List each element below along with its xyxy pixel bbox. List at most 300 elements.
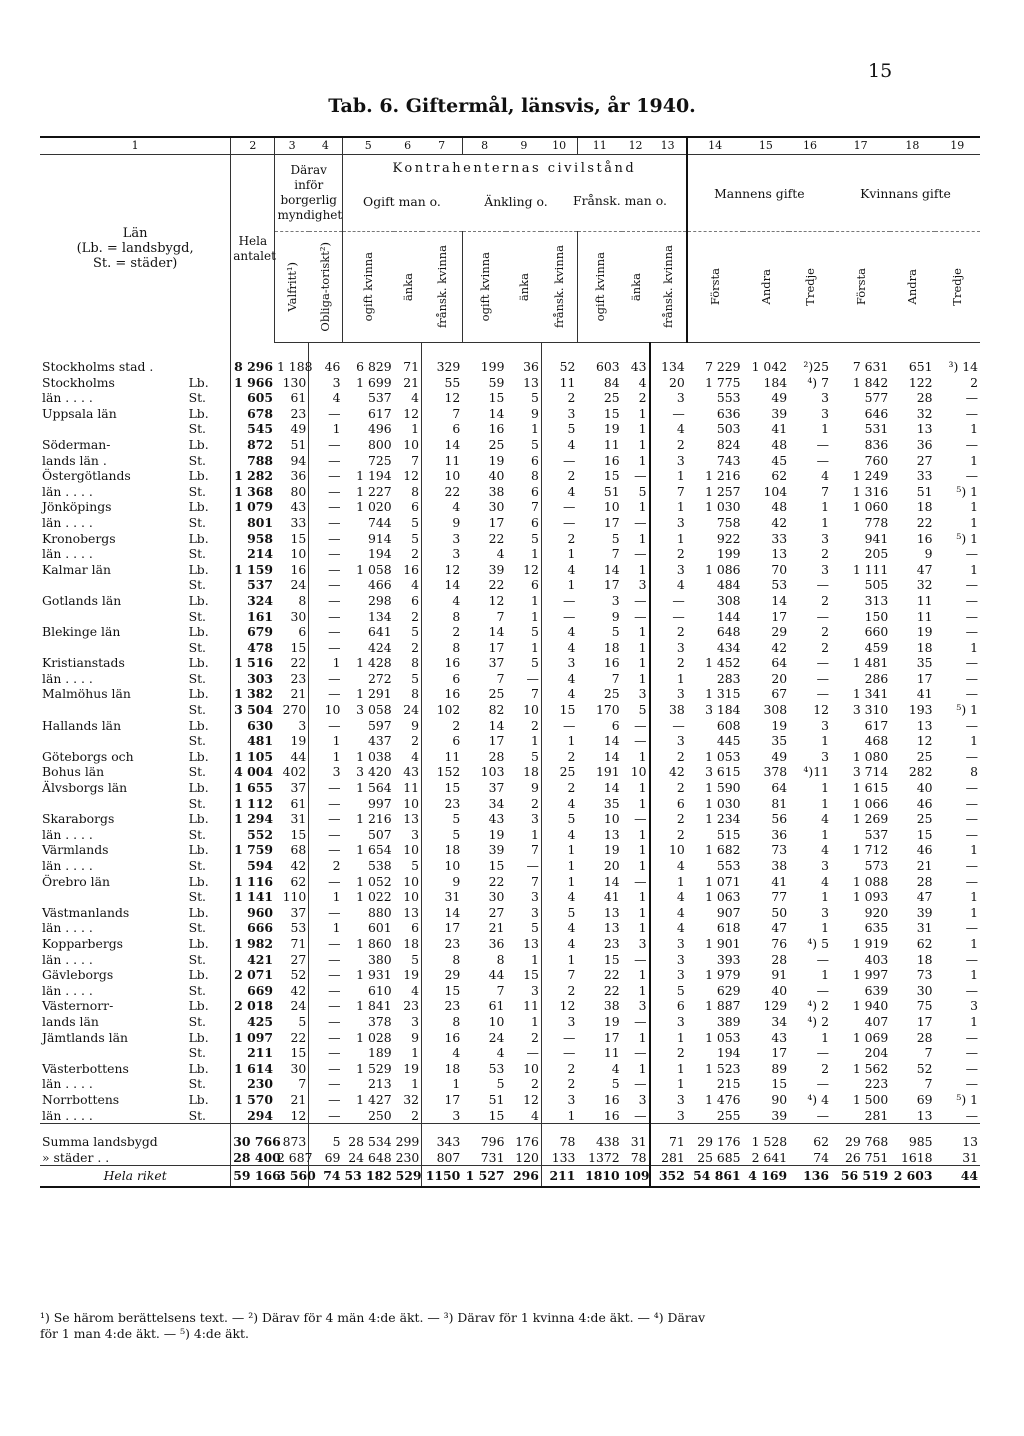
table-cell: 189	[367, 1045, 392, 1061]
table-cell: —	[816, 686, 829, 702]
table-cell: —	[965, 436, 978, 452]
table-cell: —	[816, 655, 829, 671]
table-cell: 91	[771, 967, 788, 983]
table-cell: 5	[530, 436, 539, 452]
table-cell: 39	[488, 561, 505, 577]
table-cell: —	[965, 780, 978, 796]
table-cell: 4	[422, 1045, 463, 1061]
table-cell: 1	[638, 858, 647, 873]
table-cell: 199	[480, 359, 505, 374]
table-cell: 1	[821, 733, 829, 749]
table-cell: 41	[916, 686, 933, 702]
table-cell: 1 382	[231, 686, 275, 702]
table-cell: 573	[864, 858, 889, 873]
table-cell: 73	[771, 842, 788, 858]
table-cell: 15	[290, 1045, 307, 1061]
table-cell: 30	[488, 889, 505, 905]
table-cell: 8	[422, 952, 463, 968]
table-cell: 3	[530, 889, 539, 905]
table-cell: 110	[282, 889, 307, 905]
header-ogift-kvinna: ogift kvinna	[361, 252, 376, 322]
table-cell: —	[965, 951, 978, 967]
row-sublabel: St.	[188, 483, 206, 499]
table-cell: 1	[970, 561, 978, 577]
table-cell: 1	[638, 670, 647, 686]
table-cell: 10	[603, 499, 620, 515]
table-cell: —	[541, 515, 577, 531]
table-cell: 22	[488, 577, 505, 593]
table-cell: 1	[530, 546, 539, 562]
table-cell: 478	[231, 640, 275, 656]
table-cell: 3	[650, 562, 687, 578]
table-cell: 29 768	[831, 1124, 890, 1150]
col-number: 17	[853, 139, 868, 153]
table-row	[40, 1061, 980, 1077]
table-cell: 15	[603, 468, 620, 484]
table-cell: 14	[603, 748, 620, 764]
table-cell: 1	[650, 531, 687, 547]
table-row	[40, 343, 980, 375]
table-cell: 28	[916, 1029, 933, 1045]
table-cell: 1 111	[852, 561, 889, 577]
col-number: 18	[905, 139, 920, 153]
table-cell: ⁵) 1	[956, 483, 978, 499]
table-cell: 4	[650, 889, 687, 905]
table-cell: 17	[603, 514, 620, 530]
table-cell: 2	[411, 1107, 420, 1123]
table-cell: 1	[638, 795, 647, 811]
table-row	[40, 515, 980, 531]
table-cell: 62	[789, 1124, 831, 1150]
table-cell: 43	[290, 499, 307, 515]
table-cell: 4	[650, 920, 687, 936]
table-cell: 1	[530, 733, 539, 749]
table-cell: 21	[403, 374, 420, 390]
table-cell: 914	[367, 530, 392, 546]
table-cell: 743	[716, 452, 741, 468]
row-sublabel: Lb.	[188, 405, 209, 421]
table-cell: 4	[541, 624, 577, 640]
row-label: län . . . .	[42, 982, 93, 998]
row-sublabel: St.	[188, 670, 206, 686]
table-row	[40, 1124, 980, 1150]
table-cell: 23	[422, 936, 463, 952]
table-row	[40, 749, 980, 765]
row-sublabel: St.	[188, 858, 206, 873]
table-cell: 19	[488, 452, 505, 468]
table-cell: —	[309, 905, 343, 921]
table-cell: 1 294	[231, 811, 275, 827]
table-cell: 1618	[900, 1149, 933, 1165]
table-cell: 11	[403, 780, 420, 796]
table-cell: 1	[541, 1108, 577, 1124]
table-cell: —	[309, 562, 343, 578]
table-cell: 25	[488, 686, 505, 702]
table-row	[40, 889, 980, 905]
table-cell: 3	[821, 748, 829, 764]
row-label: Östergötlands	[42, 468, 131, 484]
table-cell: 194	[716, 1045, 741, 1061]
table-cell: —	[816, 608, 829, 624]
table-cell: 617	[864, 717, 889, 733]
table-cell: 39	[771, 405, 788, 421]
table-cell: 40	[771, 982, 788, 998]
table-cell: 648	[716, 624, 741, 640]
table-cell: 38	[771, 858, 788, 873]
table-cell: 29	[771, 624, 788, 640]
table-cell: 62	[771, 468, 788, 484]
table-cell: 136	[789, 1166, 831, 1187]
table-cell: 31	[290, 811, 307, 827]
table-cell: 1 282	[231, 468, 275, 484]
header-anka: änka	[400, 272, 415, 302]
table-cell: 10	[523, 1060, 539, 1076]
table-row	[40, 375, 980, 391]
table-cell: 3 560	[275, 1166, 309, 1187]
table-cell: 1	[638, 842, 647, 858]
table-cell: 42	[290, 858, 307, 873]
table-cell: 1	[638, 655, 647, 671]
table-cell: 4	[541, 562, 577, 578]
row-label: län . . . .	[42, 390, 93, 406]
table-cell: 2	[541, 390, 577, 406]
row-sublabel: St.	[188, 390, 206, 406]
header-hela-antalet: Hela antalet	[233, 233, 276, 263]
table-cell: 19	[290, 733, 307, 749]
table-cell: 1	[638, 639, 647, 655]
table-cell: 4	[638, 374, 647, 390]
table-cell: 324	[231, 593, 275, 609]
table-cell: 3	[530, 904, 539, 920]
table-cell: 788	[231, 453, 275, 469]
table-cell: —	[309, 531, 343, 547]
table-cell: 2	[530, 795, 539, 811]
table-cell: 3	[422, 546, 463, 562]
col-number: 14	[708, 139, 723, 153]
table-row	[40, 1092, 980, 1108]
table-cell: 23	[422, 796, 463, 812]
table-cell: 6	[650, 998, 687, 1014]
header-anka: änka	[516, 272, 531, 302]
header-andra: Andra	[758, 269, 773, 305]
table-cell: —	[309, 499, 343, 515]
table-cell: —	[965, 686, 978, 702]
col-number: 11	[592, 139, 607, 153]
table-cell: 603	[595, 359, 620, 374]
table-cell: 47	[771, 920, 788, 936]
table-cell: 1 249	[852, 468, 889, 484]
table-cell: 4	[821, 842, 829, 858]
table-cell: 24	[290, 998, 307, 1014]
table-cell: 4	[422, 593, 463, 609]
table-cell: 199	[716, 546, 741, 562]
table-cell: 193	[908, 702, 933, 718]
table-cell: 20	[603, 858, 620, 873]
table-cell: 7	[530, 686, 539, 702]
table-cell: 37	[290, 780, 307, 796]
table-cell: 4	[309, 390, 343, 406]
table-cell: 1	[650, 874, 687, 890]
table-cell: 14	[488, 717, 505, 733]
table-cell: 2	[541, 1076, 577, 1092]
table-cell: —	[816, 577, 829, 593]
table-cell: 3	[650, 733, 687, 749]
table-cell: 13	[523, 935, 539, 951]
table-cell: 1	[638, 624, 647, 640]
table-cell: 11	[422, 453, 463, 469]
table-cell: 50	[771, 904, 788, 920]
row-sublabel: Lb.	[188, 780, 209, 796]
table-cell: 1 216	[705, 468, 741, 484]
table-cell: 1 527	[462, 1166, 506, 1187]
table-row	[40, 733, 980, 749]
table-cell: 4	[541, 889, 577, 905]
table-cell: 3	[650, 640, 687, 656]
table-cell: 78	[630, 1149, 647, 1165]
table-cell: 2 603	[890, 1166, 934, 1187]
table-cell: 2	[650, 827, 687, 843]
table-cell: 7	[821, 483, 829, 499]
row-sublabel: Lb.	[188, 686, 209, 702]
row-sublabel: Lb.	[188, 811, 209, 827]
table-cell: 14	[488, 405, 505, 421]
table-cell: 610	[367, 982, 392, 998]
table-cell: 4	[650, 905, 687, 921]
row-label: Kalmar län	[42, 561, 111, 577]
table-cell: 1	[650, 499, 687, 515]
table-cell: —	[309, 640, 343, 656]
table-cell: 6	[411, 592, 420, 608]
table-cell: 7	[924, 1076, 933, 1092]
table-cell: 4	[541, 640, 577, 656]
table-row	[40, 1030, 980, 1046]
table-cell: —	[309, 811, 343, 827]
table-cell: 44	[488, 967, 505, 983]
row-label: Västmanlands	[42, 904, 130, 920]
table-cell: 1 590	[705, 780, 741, 796]
table-cell: 12	[813, 702, 829, 718]
table-cell: 1 476	[705, 1091, 741, 1107]
table-cell: 1 030	[705, 795, 741, 811]
table-cell: 660	[864, 624, 889, 640]
table-cell: 22	[290, 655, 307, 671]
table-cell: 1 341	[852, 686, 889, 702]
table-cell: —	[309, 406, 343, 422]
row-sublabel: Lb.	[188, 967, 209, 983]
table-cell: —	[965, 920, 978, 936]
table-cell: 3	[541, 655, 577, 671]
table-cell: 5	[611, 1076, 620, 1092]
table-cell: 71	[650, 1124, 687, 1150]
table-cell: 4	[650, 577, 687, 593]
table-cell: 17	[603, 1029, 620, 1045]
row-label: Kristianstads	[42, 655, 125, 671]
header-darav: Därav inför borgerlig myndighet	[277, 163, 343, 222]
row-label: Stockholms stad .	[42, 358, 154, 374]
table-cell: 4	[541, 796, 577, 812]
table-cell: 796	[462, 1124, 506, 1150]
table-cell: 16	[603, 1107, 620, 1123]
table-cell: 922	[716, 530, 741, 546]
table-cell: 3	[611, 592, 620, 608]
table-cell: 1 291	[356, 686, 392, 702]
table-cell: 17	[603, 577, 620, 593]
table-cell: —	[965, 577, 978, 593]
table-cell: 3 504	[231, 702, 275, 718]
table-cell: 303	[231, 671, 275, 687]
table-cell: 13	[916, 421, 933, 437]
table-cell: 1	[422, 1076, 463, 1092]
table-cell: 250	[367, 1107, 392, 1123]
table-cell: 59 166	[231, 1166, 275, 1187]
table-cell: 515	[716, 826, 741, 842]
table-row	[40, 577, 980, 593]
col-number: 7	[438, 139, 446, 153]
table-cell: 194	[367, 546, 392, 562]
table-cell: 64	[771, 780, 788, 796]
col-number: 3	[288, 139, 296, 153]
table-cell: 1 020	[356, 499, 392, 515]
table-cell: 466	[367, 577, 392, 593]
row-label: Älvsborgs län	[42, 780, 128, 796]
table-cell: 4	[541, 936, 577, 952]
table-cell: 120	[515, 1149, 539, 1165]
table-cell: 1 982	[231, 936, 275, 952]
table-cell: —	[965, 546, 978, 562]
table-cell: 1	[638, 982, 647, 998]
table-cell: 14	[422, 577, 463, 593]
table-title: Tab. 6. Giftermål, länsvis, år 1940.	[328, 95, 696, 117]
table-row	[40, 998, 980, 1014]
table-cell: 403	[864, 951, 889, 967]
table-cell: 39	[488, 842, 505, 858]
page-number: 15	[868, 60, 893, 82]
table-cell: 8	[496, 951, 505, 967]
table-cell: 8	[422, 1014, 463, 1030]
table-cell: 1	[650, 671, 687, 687]
table-row	[40, 609, 980, 625]
table-cell: 15	[603, 405, 620, 421]
table-cell: 507	[367, 826, 392, 842]
table-cell: 13	[935, 1124, 981, 1150]
table-cell: 7	[496, 608, 505, 624]
table-cell: 28	[771, 951, 788, 967]
table-cell: 402	[282, 764, 307, 780]
row-label: län . . . .	[42, 1076, 93, 1092]
table-cell: 2	[541, 1061, 577, 1077]
header-andra: Andra	[905, 269, 920, 305]
table-cell: —	[634, 1013, 647, 1029]
table-cell: 30	[916, 982, 933, 998]
table-row	[40, 1108, 980, 1124]
table-cell: 56 519	[831, 1166, 890, 1187]
table-cell: 2	[541, 983, 577, 999]
table-cell: —	[965, 811, 978, 827]
row-label: Hallands län	[42, 717, 122, 733]
table-cell: 1	[638, 405, 647, 421]
table-cell: 1 188	[276, 359, 313, 374]
table-cell: 2	[650, 546, 687, 562]
table-row	[40, 1014, 980, 1030]
table-cell: 18	[603, 639, 620, 655]
table-cell: ⁴) 4	[807, 1091, 829, 1107]
header-lan-legend: (Lb. = landsbygd,	[76, 241, 194, 257]
table-cell: 21	[916, 858, 933, 873]
table-cell: 651	[908, 359, 933, 374]
table-cell: 5	[411, 624, 420, 640]
header-ogift-kvinna: ogift kvinna	[592, 252, 607, 322]
table-cell: 134	[367, 608, 392, 624]
table-cell: 7	[530, 842, 539, 858]
table-cell: 1	[541, 858, 577, 874]
table-cell: 639	[864, 982, 889, 998]
table-cell: 6	[298, 624, 307, 640]
table-cell: 31	[962, 1149, 978, 1165]
table-cell: 5	[496, 1076, 505, 1092]
table-cell: 2	[411, 546, 420, 562]
table-cell: 1	[821, 920, 829, 936]
table-cell: 2	[530, 1029, 539, 1045]
table-cell: 76	[771, 935, 788, 951]
table-cell: 43	[630, 359, 647, 374]
table-cell: 9	[530, 780, 539, 796]
row-sublabel: St.	[188, 982, 206, 998]
row-label: Summa landsbygd	[40, 1124, 231, 1150]
table-cell: 32	[916, 405, 933, 421]
table-cell: 53	[771, 577, 788, 593]
row-label: Hela riket	[40, 1166, 231, 1187]
table-cell: 23	[403, 998, 420, 1014]
table-cell: 51	[603, 483, 620, 499]
table-cell: 3	[541, 1092, 577, 1108]
table-cell: 144	[716, 608, 741, 624]
header-tredje: Tredje	[803, 268, 818, 306]
table-cell: 5	[309, 1124, 343, 1150]
table-cell: 503	[716, 421, 741, 437]
row-sublabel: Lb.	[188, 1060, 209, 1076]
table-cell: 629	[716, 982, 741, 998]
header-ankling: Änkling o.	[484, 194, 548, 209]
table-cell: 53	[290, 920, 307, 936]
table-cell: 1	[530, 639, 539, 655]
table-cell: 12	[403, 405, 420, 421]
table-cell: 1	[541, 733, 577, 749]
table-cell: —	[965, 655, 978, 671]
table-cell: 10	[403, 889, 420, 905]
table-cell: 3	[422, 531, 463, 547]
table-cell: 1 159	[231, 562, 275, 578]
row-sublabel: St.	[188, 764, 206, 780]
table-cell: 7	[530, 499, 539, 515]
table-cell: 33	[290, 514, 307, 530]
table-cell: 836	[864, 436, 889, 452]
table-cell: 1 901	[705, 935, 741, 951]
table-cell: 1	[309, 749, 343, 765]
table-cell: 744	[367, 514, 392, 530]
table-cell: 22	[603, 982, 620, 998]
table-cell: 21	[290, 1091, 307, 1107]
table-cell: ⁴)11	[803, 764, 829, 780]
row-sublabel: St.	[188, 951, 206, 967]
column-number-row	[40, 137, 980, 155]
table-cell: 19	[603, 421, 620, 437]
table-cell: 12	[916, 733, 933, 749]
table-cell: 31	[916, 920, 933, 936]
table-cell: 170	[595, 702, 620, 718]
table-cell: 1 105	[231, 749, 275, 765]
header-fransk-kvinna: frånsk. kvinna	[552, 245, 567, 329]
table-cell: 17	[488, 639, 505, 655]
